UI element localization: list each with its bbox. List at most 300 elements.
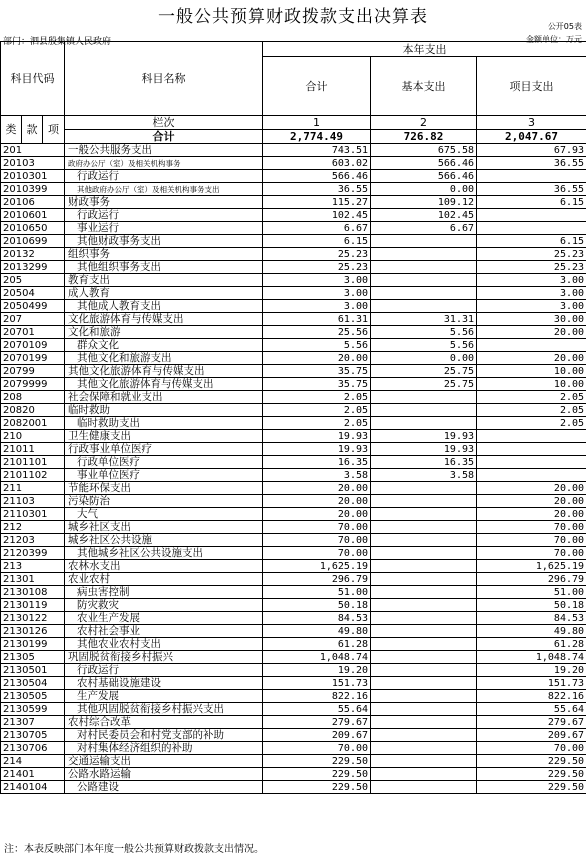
row-basic (371, 703, 477, 716)
row-name: 政府办公厅（室）及相关机构事务 (65, 157, 263, 170)
row-code: 21307 (1, 716, 65, 729)
row-total: 151.73 (263, 677, 371, 690)
row-basic (371, 716, 477, 729)
row-code: 2130126 (1, 625, 65, 638)
row-project: 151.73 (477, 677, 586, 690)
row-name: 大气 (65, 508, 263, 521)
row-code: 210 (1, 430, 65, 443)
row-project: 229.50 (477, 755, 586, 768)
row-project: 6.15 (477, 196, 586, 209)
table-row (1, 157, 586, 170)
table-row (1, 391, 586, 404)
row-project: 1,048.74 (477, 651, 586, 664)
row-total: 36.55 (263, 183, 371, 196)
row-code: 2079999 (1, 378, 65, 391)
table-row (1, 404, 586, 417)
row-project: 20.00 (477, 326, 586, 339)
row-total: 1,048.74 (263, 651, 371, 664)
row-project: 10.00 (477, 365, 586, 378)
row-total: 209.67 (263, 729, 371, 742)
row-total: 70.00 (263, 521, 371, 534)
row-code: 2101101 (1, 456, 65, 469)
row-project: 2.05 (477, 404, 586, 417)
table-row (1, 560, 586, 573)
table-row (1, 638, 586, 651)
row-basic (371, 287, 477, 300)
row-project: 822.16 (477, 690, 586, 703)
row-name: 病虫害控制 (65, 586, 263, 599)
row-name: 防灾救灾 (65, 599, 263, 612)
row-project: 1,625.19 (477, 560, 586, 573)
row-code: 2070109 (1, 339, 65, 352)
row-basic: 31.31 (371, 313, 477, 326)
row-code: 211 (1, 482, 65, 495)
row-project: 55.64 (477, 703, 586, 716)
row-total: 20.00 (263, 508, 371, 521)
row-total: 115.27 (263, 196, 371, 209)
row-name: 巩固脱贫衔接乡村振兴 (65, 651, 263, 664)
row-basic (371, 768, 477, 781)
table-row (1, 222, 586, 235)
row-basic (371, 586, 477, 599)
row-code: 207 (1, 313, 65, 326)
total-project: 2,047.67 (477, 130, 586, 144)
total-label: 合计 (65, 130, 263, 144)
header-col2: 2 (371, 116, 477, 130)
row-code: 2010699 (1, 235, 65, 248)
row-total: 19.93 (263, 430, 371, 443)
row-basic (371, 599, 477, 612)
table-row (1, 508, 586, 521)
row-total: 296.79 (263, 573, 371, 586)
row-total: 61.31 (263, 313, 371, 326)
row-basic (371, 625, 477, 638)
row-name: 文化旅游体育与传媒支出 (65, 313, 263, 326)
row-basic (371, 534, 477, 547)
row-total: 102.45 (263, 209, 371, 222)
row-code: 208 (1, 391, 65, 404)
row-name: 事业单位医疗 (65, 469, 263, 482)
row-code: 2130108 (1, 586, 65, 599)
row-name: 财政事务 (65, 196, 263, 209)
row-code: 214 (1, 755, 65, 768)
header-lanci: 栏次 (65, 116, 263, 130)
row-name: 其他城乡社区公共设施支出 (65, 547, 263, 560)
row-basic: 25.75 (371, 365, 477, 378)
row-project: 84.53 (477, 612, 586, 625)
row-project: 51.00 (477, 586, 586, 599)
row-name: 其他农业农村支出 (65, 638, 263, 651)
row-total: 3.00 (263, 300, 371, 313)
row-basic: 5.56 (371, 326, 477, 339)
row-code: 212 (1, 521, 65, 534)
row-name: 社会保障和就业支出 (65, 391, 263, 404)
row-code: 2130504 (1, 677, 65, 690)
row-project: 20.00 (477, 495, 586, 508)
table-row (1, 716, 586, 729)
expense-table (0, 41, 586, 794)
table-row (1, 378, 586, 391)
header-project: 项目支出 (477, 57, 586, 116)
row-basic (371, 729, 477, 742)
row-name: 对村集体经济组织的补助 (65, 742, 263, 755)
row-code: 20103 (1, 157, 65, 170)
row-basic: 3.58 (371, 469, 477, 482)
row-code: 2130599 (1, 703, 65, 716)
row-total: 5.56 (263, 339, 371, 352)
row-total: 2.05 (263, 391, 371, 404)
table-row (1, 664, 586, 677)
table-row (1, 690, 586, 703)
row-basic: 5.56 (371, 339, 477, 352)
row-name: 教育支出 (65, 274, 263, 287)
row-code: 21011 (1, 443, 65, 456)
row-total: 566.46 (263, 170, 371, 183)
row-code: 21301 (1, 573, 65, 586)
row-basic: 19.93 (371, 430, 477, 443)
row-name: 节能环保支出 (65, 482, 263, 495)
row-code: 2010301 (1, 170, 65, 183)
row-total: 279.67 (263, 716, 371, 729)
row-total: 229.50 (263, 755, 371, 768)
row-basic: 0.00 (371, 183, 477, 196)
row-name: 一般公共服务支出 (65, 144, 263, 157)
row-name: 行政运行 (65, 209, 263, 222)
row-total: 743.51 (263, 144, 371, 157)
row-project: 20.00 (477, 482, 586, 495)
row-total: 70.00 (263, 534, 371, 547)
row-basic (371, 560, 477, 573)
table-row (1, 352, 586, 365)
row-total: 229.50 (263, 781, 371, 794)
row-name: 对村民委员会和村党支部的补助 (65, 729, 263, 742)
row-project: 30.00 (477, 313, 586, 326)
row-project: 36.55 (477, 183, 586, 196)
row-code: 20132 (1, 248, 65, 261)
header-code: 科目代码 (1, 42, 65, 116)
row-basic (371, 248, 477, 261)
row-code: 205 (1, 274, 65, 287)
row-total: 1,625.19 (263, 560, 371, 573)
row-basic (371, 482, 477, 495)
table-row (1, 599, 586, 612)
row-total: 51.00 (263, 586, 371, 599)
row-name: 组织事务 (65, 248, 263, 261)
row-total: 35.75 (263, 378, 371, 391)
table-row (1, 612, 586, 625)
row-basic: 6.67 (371, 222, 477, 235)
table-row (1, 183, 586, 196)
table-row (1, 755, 586, 768)
table-row (1, 573, 586, 586)
row-code: 2130505 (1, 690, 65, 703)
table-row (1, 417, 586, 430)
row-total: 3.00 (263, 274, 371, 287)
row-project: 70.00 (477, 534, 586, 547)
row-project: 70.00 (477, 742, 586, 755)
row-name: 其他文化旅游体育与传媒支出 (65, 378, 263, 391)
row-project: 36.55 (477, 157, 586, 170)
row-project: 20.00 (477, 508, 586, 521)
row-basic (371, 547, 477, 560)
row-code: 2130199 (1, 638, 65, 651)
table-row (1, 729, 586, 742)
row-project: 6.15 (477, 235, 586, 248)
table-row (1, 651, 586, 664)
row-code: 21203 (1, 534, 65, 547)
table-row (1, 586, 586, 599)
row-code: 2140104 (1, 781, 65, 794)
table-row (1, 235, 586, 248)
table-row (1, 495, 586, 508)
table-row (1, 313, 586, 326)
total-total: 2,774.49 (263, 130, 371, 144)
row-total: 19.20 (263, 664, 371, 677)
row-basic (371, 261, 477, 274)
row-name: 文化和旅游 (65, 326, 263, 339)
table-row (1, 430, 586, 443)
row-code: 2130705 (1, 729, 65, 742)
row-code: 21401 (1, 768, 65, 781)
row-total: 603.02 (263, 157, 371, 170)
row-name: 其他文化旅游体育与传媒支出 (65, 365, 263, 378)
row-basic (371, 521, 477, 534)
table-row (1, 209, 586, 222)
table-row (1, 456, 586, 469)
total-basic: 726.82 (371, 130, 477, 144)
row-project: 3.00 (477, 274, 586, 287)
row-project: 209.67 (477, 729, 586, 742)
row-total: 20.00 (263, 482, 371, 495)
row-project: 25.23 (477, 248, 586, 261)
row-code: 2082001 (1, 417, 65, 430)
row-name: 其他文化和旅游支出 (65, 352, 263, 365)
table-row (1, 521, 586, 534)
row-project: 70.00 (477, 547, 586, 560)
row-project: 25.23 (477, 261, 586, 274)
row-basic (371, 573, 477, 586)
row-basic (371, 417, 477, 430)
row-basic: 675.58 (371, 144, 477, 157)
row-project (477, 222, 586, 235)
header-year-expense: 本年支出 (263, 42, 586, 57)
row-basic (371, 274, 477, 287)
row-total: 6.15 (263, 235, 371, 248)
row-project: 20.00 (477, 352, 586, 365)
row-code: 2010650 (1, 222, 65, 235)
row-total: 25.56 (263, 326, 371, 339)
row-name: 行政事业单位医疗 (65, 443, 263, 456)
row-code: 20820 (1, 404, 65, 417)
form-code: 公开05表 (548, 21, 582, 32)
row-basic (371, 664, 477, 677)
row-name: 群众文化 (65, 339, 263, 352)
header-total: 合计 (263, 57, 371, 116)
row-total: 20.00 (263, 495, 371, 508)
table-row (1, 781, 586, 794)
row-total: 822.16 (263, 690, 371, 703)
row-name: 成人教育 (65, 287, 263, 300)
row-project: 49.80 (477, 625, 586, 638)
row-code: 2110301 (1, 508, 65, 521)
row-code: 2101102 (1, 469, 65, 482)
row-code: 2010399 (1, 183, 65, 196)
table-row (1, 547, 586, 560)
row-basic (371, 612, 477, 625)
header-col1: 1 (263, 116, 371, 130)
row-name: 事业运行 (65, 222, 263, 235)
row-project: 2.05 (477, 391, 586, 404)
row-project (477, 209, 586, 222)
row-basic: 16.35 (371, 456, 477, 469)
row-name: 农村社会事业 (65, 625, 263, 638)
row-project: 10.00 (477, 378, 586, 391)
row-total: 6.67 (263, 222, 371, 235)
table-row (1, 144, 586, 157)
table-row (1, 469, 586, 482)
header-xiang: 项 (43, 116, 65, 144)
table-row (1, 274, 586, 287)
row-total: 2.05 (263, 404, 371, 417)
row-name: 其他成人教育支出 (65, 300, 263, 313)
row-total: 35.75 (263, 365, 371, 378)
row-code: 20106 (1, 196, 65, 209)
row-total: 25.23 (263, 248, 371, 261)
table-row (1, 339, 586, 352)
row-total: 229.50 (263, 768, 371, 781)
table-row (1, 248, 586, 261)
row-project: 279.67 (477, 716, 586, 729)
row-name: 农村基础设施建设 (65, 677, 263, 690)
table-row (1, 300, 586, 313)
row-basic (371, 755, 477, 768)
row-name: 污染防治 (65, 495, 263, 508)
row-project: 50.18 (477, 599, 586, 612)
row-total: 16.35 (263, 456, 371, 469)
row-name: 交通运输支出 (65, 755, 263, 768)
row-project (477, 430, 586, 443)
row-total: 20.00 (263, 352, 371, 365)
row-name: 临时救助支出 (65, 417, 263, 430)
row-basic: 25.75 (371, 378, 477, 391)
row-name: 城乡社区支出 (65, 521, 263, 534)
table-row (1, 768, 586, 781)
table-row (1, 703, 586, 716)
table-row (1, 196, 586, 209)
row-basic (371, 742, 477, 755)
row-project: 67.93 (477, 144, 586, 157)
row-name: 其他巩固脱贫衔接乡村振兴支出 (65, 703, 263, 716)
row-code: 213 (1, 560, 65, 573)
row-total: 25.23 (263, 261, 371, 274)
row-basic (371, 651, 477, 664)
row-name: 城乡社区公共设施 (65, 534, 263, 547)
page-title: 一般公共预算财政拨款支出决算表 (0, 2, 586, 27)
header-col3: 3 (477, 116, 586, 130)
row-project: 61.28 (477, 638, 586, 651)
footnote: 注：本表反映部门本年度一般公共预算财政拨款支出情况。 (4, 840, 264, 855)
row-project (477, 456, 586, 469)
row-project: 70.00 (477, 521, 586, 534)
header-basic: 基本支出 (371, 57, 477, 116)
row-project (477, 339, 586, 352)
row-basic (371, 404, 477, 417)
department-label: 部门：泗县殷集镇人民政府 (3, 34, 111, 47)
row-name: 其他财政事务支出 (65, 235, 263, 248)
row-code: 2050499 (1, 300, 65, 313)
table-row (1, 742, 586, 755)
row-code: 2120399 (1, 547, 65, 560)
row-name: 卫生健康支出 (65, 430, 263, 443)
table-row (1, 326, 586, 339)
row-name: 临时救助 (65, 404, 263, 417)
row-code: 21305 (1, 651, 65, 664)
row-project: 3.00 (477, 300, 586, 313)
row-total: 19.93 (263, 443, 371, 456)
row-name: 行政运行 (65, 170, 263, 183)
row-basic (371, 300, 477, 313)
row-total: 3.00 (263, 287, 371, 300)
row-code: 2130119 (1, 599, 65, 612)
row-total: 61.28 (263, 638, 371, 651)
row-name: 农林水支出 (65, 560, 263, 573)
row-name: 行政运行 (65, 664, 263, 677)
row-code: 2070199 (1, 352, 65, 365)
row-code: 20799 (1, 365, 65, 378)
row-total: 49.80 (263, 625, 371, 638)
table-row (1, 261, 586, 274)
table-row (1, 170, 586, 183)
row-basic (371, 638, 477, 651)
row-project (477, 170, 586, 183)
row-basic: 102.45 (371, 209, 477, 222)
row-basic: 566.46 (371, 170, 477, 183)
row-basic: 0.00 (371, 352, 477, 365)
row-project: 296.79 (477, 573, 586, 586)
header-lei: 类 (1, 116, 22, 144)
row-total: 84.53 (263, 612, 371, 625)
row-total: 70.00 (263, 742, 371, 755)
header-kuan: 款 (22, 116, 43, 144)
row-project: 229.50 (477, 781, 586, 794)
row-name: 行政单位医疗 (65, 456, 263, 469)
row-name: 公路建设 (65, 781, 263, 794)
table-row (1, 482, 586, 495)
row-project: 3.00 (477, 287, 586, 300)
row-total: 3.58 (263, 469, 371, 482)
row-code: 2130122 (1, 612, 65, 625)
table-row (1, 443, 586, 456)
row-basic: 566.46 (371, 157, 477, 170)
row-name: 生产发展 (65, 690, 263, 703)
row-basic (371, 508, 477, 521)
row-name: 农业生产发展 (65, 612, 263, 625)
row-basic (371, 677, 477, 690)
table-row (1, 677, 586, 690)
row-name: 公路水路运输 (65, 768, 263, 781)
row-code: 2130706 (1, 742, 65, 755)
row-code: 20504 (1, 287, 65, 300)
row-project: 229.50 (477, 768, 586, 781)
header-name: 科目名称 (65, 42, 263, 116)
row-total: 2.05 (263, 417, 371, 430)
row-total: 50.18 (263, 599, 371, 612)
row-name: 其他政府办公厅（室）及相关机构事务支出 (65, 183, 263, 196)
row-basic: 109.12 (371, 196, 477, 209)
row-total: 70.00 (263, 547, 371, 560)
unit-label: 金额单位：万元 (526, 34, 582, 45)
row-code: 21103 (1, 495, 65, 508)
